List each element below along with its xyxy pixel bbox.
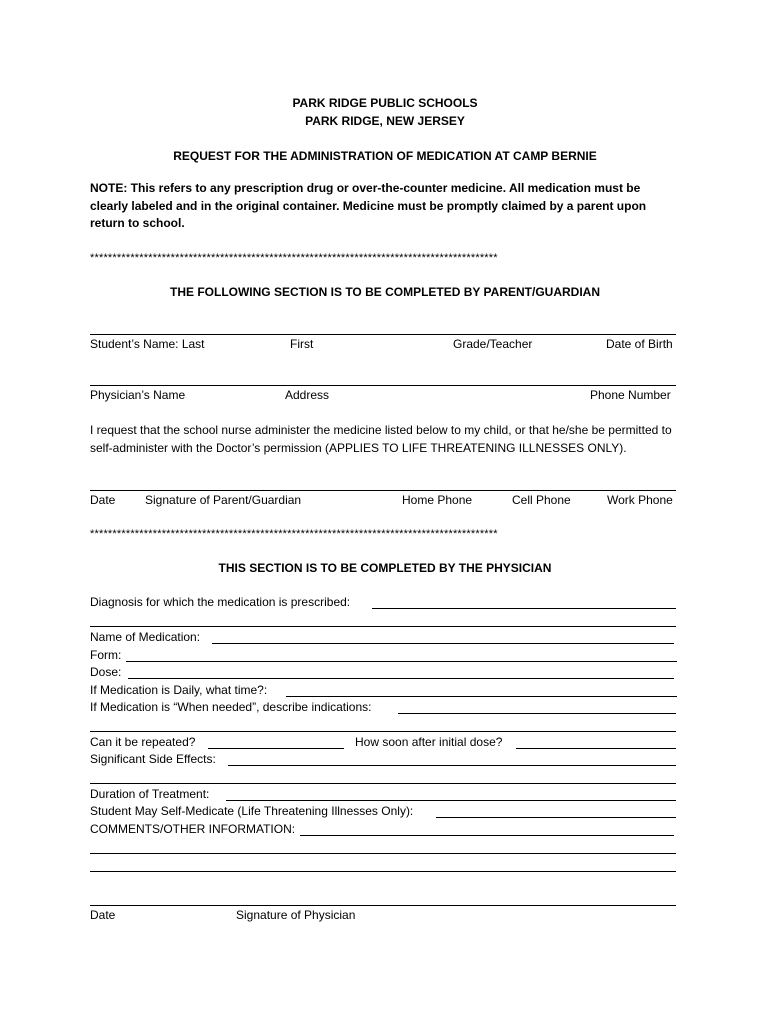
diagnosis-label: Diagnosis for which the medication is prescribed: xyxy=(90,595,351,609)
when-needed-field[interactable] xyxy=(398,699,676,714)
comments-field[interactable] xyxy=(300,821,674,836)
physician-date-label: Date xyxy=(90,908,116,922)
duration-label: Duration of Treatment: xyxy=(90,787,210,801)
physician-signature-field[interactable] xyxy=(90,891,676,906)
form-title: REQUEST FOR THE ADMINISTRATION OF MEDICATION AT CAMP BERNIE xyxy=(173,149,597,163)
when-needed-label: If Medication is “When needed”, describe indications: xyxy=(90,700,372,714)
school-location: PARK RIDGE, NEW JERSEY xyxy=(305,114,465,128)
note-text: NOTE: This refers to any prescription drug or over-the-counter medicine. All medication must be clearly labeled and in the original container. Medicine must be promptly claimed by a parent upon return to school. xyxy=(90,181,647,230)
cell-phone-label: Cell Phone xyxy=(512,493,571,507)
side-effects-field[interactable] xyxy=(228,751,676,766)
medication-name-field[interactable] xyxy=(212,629,674,644)
divider-top: ******************************************************************************************* xyxy=(90,252,498,264)
divider-middle: ******************************************************************************************* xyxy=(90,528,498,540)
physician-signature-label: Signature of Physician xyxy=(236,908,356,922)
daily-time-label: If Medication is Daily, what time?: xyxy=(90,683,268,697)
repeated-field[interactable] xyxy=(208,734,344,749)
duration-field[interactable] xyxy=(226,786,676,801)
self-medicate-field[interactable] xyxy=(436,803,676,818)
work-phone-label: Work Phone xyxy=(607,493,673,507)
school-name: PARK RIDGE PUBLIC SCHOOLS xyxy=(292,96,478,110)
self-medicate-label: Student May Self-Medicate (Life Threatening Illnesses Only): xyxy=(90,804,414,818)
form-field[interactable] xyxy=(126,647,677,662)
date-of-birth-label: Date of Birth xyxy=(606,337,673,351)
medication-name-label: Name of Medication: xyxy=(90,630,201,644)
physician-info-field[interactable] xyxy=(90,371,676,386)
comments-field-3[interactable] xyxy=(90,857,676,872)
dose-field[interactable] xyxy=(128,664,674,679)
parent-date-label: Date xyxy=(90,493,116,507)
how-soon-field[interactable] xyxy=(516,734,676,749)
parent-signature-field[interactable] xyxy=(90,476,676,491)
request-text: I request that the school nurse administer the medicine listed below to my child, or that he/she be permitted to self-administer with the Doctor’s permission (APPLIES TO LIFE THREATENING ILLNESSES ONLY). xyxy=(90,423,672,455)
physician-phone-label: Phone Number xyxy=(590,388,671,402)
dose-label: Dose: xyxy=(90,665,122,679)
how-soon-label: How soon after initial dose? xyxy=(355,735,503,749)
repeated-label: Can it be repeated? xyxy=(90,735,196,749)
parent-signature-label: Signature of Parent/Guardian xyxy=(145,493,302,507)
when-needed-field-2[interactable] xyxy=(90,717,676,732)
student-first-name-label: First xyxy=(290,337,314,351)
form-label: Form: xyxy=(90,648,122,662)
diagnosis-field[interactable] xyxy=(372,594,676,609)
grade-teacher-label: Grade/Teacher xyxy=(453,337,533,351)
physician-address-label: Address xyxy=(285,388,330,402)
student-info-field[interactable] xyxy=(90,320,676,335)
home-phone-label: Home Phone xyxy=(402,493,473,507)
student-last-name-label: Student’s Name: Last xyxy=(90,337,205,351)
parent-section-heading: THE FOLLOWING SECTION IS TO BE COMPLETED BY PARENT/GUARDIAN xyxy=(169,285,600,299)
physician-section-heading: THIS SECTION IS TO BE COMPLETED BY THE PHYSICIAN xyxy=(218,561,552,575)
daily-time-field[interactable] xyxy=(286,682,677,697)
side-effects-label: Significant Side Effects: xyxy=(90,752,216,766)
physician-name-label: Physician’s Name xyxy=(90,388,186,402)
comments-field-2[interactable] xyxy=(90,839,676,854)
side-effects-field-2[interactable] xyxy=(90,769,676,784)
comments-label: COMMENTS/OTHER INFORMATION: xyxy=(90,822,296,836)
diagnosis-field-2[interactable] xyxy=(90,612,676,627)
